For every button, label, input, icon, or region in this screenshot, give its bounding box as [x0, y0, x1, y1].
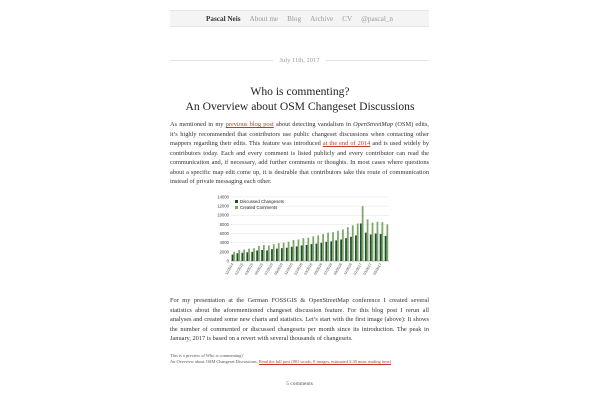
x-tick-label: 01/2017 — [352, 262, 363, 276]
bar-discussed-changesets — [340, 240, 342, 261]
previous-blog-post-link[interactable]: previous blog post — [225, 121, 274, 128]
bar-discussed-changesets — [246, 252, 248, 261]
legend-label-created: Created Comments — [240, 205, 278, 210]
bar-created-comments — [317, 235, 319, 261]
bar-created-comments — [273, 244, 275, 261]
bar-discussed-changesets — [237, 253, 239, 261]
intro-text-3: (OSM) edits, it’s highly recommended that contributors use public changeset discussions when contacting other mappers regarding their edits. This feature was introduced — [170, 121, 430, 147]
x-tick-label: 03/2015 — [244, 262, 255, 276]
bar-created-comments — [312, 236, 314, 261]
bar-discussed-changesets — [350, 237, 352, 261]
y-tick-label: 14000 — [217, 194, 229, 200]
bar-created-comments — [332, 232, 334, 261]
bar-created-comments — [238, 250, 240, 261]
bar-discussed-changesets — [271, 249, 273, 261]
y-tick-label: 8000 — [219, 221, 229, 227]
bar-created-comments — [377, 222, 379, 261]
bar-created-comments — [258, 246, 260, 261]
x-tick-label: 09/2015 — [273, 262, 284, 276]
bar-created-comments — [288, 242, 290, 261]
bar-discussed-changesets — [375, 234, 377, 261]
bar-discussed-changesets — [291, 247, 293, 261]
bar-created-comments — [347, 227, 349, 261]
legend-label-discussed: Discussed Changesets — [240, 199, 284, 204]
bar-discussed-changesets — [325, 242, 327, 261]
bar-discussed-changesets — [380, 234, 382, 261]
bar-discussed-changesets — [261, 250, 263, 261]
legend-swatch-discussed — [235, 200, 238, 203]
bar-discussed-changesets — [345, 238, 347, 261]
bar-created-comments — [386, 224, 388, 261]
bar-created-comments — [263, 245, 265, 261]
bar-created-comments — [248, 249, 250, 261]
x-tick-label: 09/2016 — [332, 262, 343, 276]
y-tick-label: 10000 — [217, 212, 229, 218]
top-nav — [170, 10, 429, 27]
x-tick-label: 05/2016 — [313, 262, 324, 276]
nav-item-blog[interactable]: Blog — [287, 14, 302, 23]
bar-discussed-changesets — [330, 241, 332, 261]
bar-created-comments — [253, 248, 255, 261]
bar-discussed-changesets — [335, 240, 337, 261]
bar-created-comments — [372, 223, 374, 261]
preview-note — [170, 353, 470, 365]
post-title-line-1: Who is commenting? — [250, 85, 350, 98]
bar-created-comments — [381, 222, 383, 261]
x-tick-label: 07/2015 — [263, 262, 274, 276]
nav-brand[interactable]: Pascal Neis — [206, 14, 241, 23]
y-tick-label: 2000 — [219, 249, 229, 255]
intro-text-4: and is used widely by contributors today. Each and every comment is listed publicly and every contributor can read the communication and, if necessary, add further comments or thoughts. In most cases where questions about a specific map edit come up, it is desirable that contributors take this route of communication instead of private messaging each other. — [170, 140, 429, 185]
osm-italic: OpenStreetMap — [353, 121, 394, 128]
x-tick-label: 03/2016 — [303, 262, 314, 276]
x-tick-label: 05/2017 — [372, 262, 383, 276]
preview-line-1: This is a preview of Who is commenting? — [170, 353, 244, 358]
bar-created-comments — [322, 234, 324, 261]
bar-discussed-changesets — [256, 250, 258, 261]
bar-discussed-changesets — [276, 249, 278, 261]
bar-created-comments — [298, 240, 300, 261]
y-tick-label: 6000 — [219, 230, 229, 236]
x-tick-label: 01/2015 — [234, 262, 245, 276]
bar-discussed-changesets — [286, 248, 288, 261]
divider-left — [170, 60, 273, 61]
post-title-line-2: An Overview about OSM Changeset Discussions — [185, 100, 415, 113]
bar-discussed-changesets — [301, 245, 303, 261]
body-paragraph: For my presentation at the German FOSSGIS & OpenStreetMap conference I created several statistics about the aforementioned changeset discussion feature. For this blog post I rerun all analyses and created some new charts and statistics. Let’s start with the first image (above): It shows the number of commented or discussed changesets per month since its introduction. The peak in January, 2017 is based on a revert with several thousands of changesets. — [170, 297, 429, 342]
preview-line-2: An Overview about OSM Changeset Discussions. — [170, 359, 258, 364]
bar-discussed-changesets — [266, 250, 268, 261]
bar-discussed-changesets — [370, 234, 372, 261]
bar-created-comments — [293, 240, 295, 261]
end-of-2014-link[interactable]: at the end of 2014 — [322, 140, 371, 147]
bar-discussed-changesets — [232, 255, 234, 261]
bar-discussed-changesets — [360, 224, 362, 261]
bar-discussed-changesets — [355, 235, 357, 261]
nav-item-about[interactable]: About me — [249, 14, 279, 23]
bar-created-comments — [268, 245, 270, 261]
bar-discussed-changesets — [296, 246, 298, 261]
divider-right — [326, 60, 429, 61]
x-tick-label: 03/2017 — [362, 262, 373, 276]
bar-created-comments — [337, 231, 339, 261]
post-date: July 11th, 2017 — [279, 56, 320, 64]
intro-paragraph — [170, 120, 429, 187]
bar-created-comments — [342, 229, 344, 261]
comments-link[interactable]: 5 comments — [286, 381, 313, 387]
y-tick-label: 0 — [226, 258, 229, 264]
bar-discussed-changesets — [320, 243, 322, 261]
bar-created-comments — [357, 224, 359, 261]
x-tick-label: 11/2016 — [343, 262, 353, 276]
intro-text-2: about detecting vandalism in — [273, 121, 354, 128]
nav-item-twitter[interactable]: @pascal_n — [361, 14, 393, 23]
bar-discussed-changesets — [281, 248, 283, 261]
bar-discussed-changesets — [306, 245, 308, 261]
read-full-post-link[interactable]: Read the full post (881 words, 8 images, estimated 3:30 mins reading time) — [258, 359, 392, 364]
x-tick-label: 11/2015 — [283, 262, 294, 276]
x-tick-label: 05/2015 — [253, 262, 264, 276]
bar-created-comments — [243, 250, 245, 261]
nav-item-cv[interactable]: CV — [342, 14, 353, 23]
bar-discussed-changesets — [241, 253, 243, 261]
bar-created-comments — [352, 225, 354, 261]
bar-discussed-changesets — [365, 233, 367, 261]
post-date-row — [170, 56, 429, 64]
y-tick-label: 4000 — [219, 240, 229, 246]
y-tick-label: 12000 — [217, 203, 229, 209]
bar-created-comments — [302, 238, 304, 261]
post-title — [150, 84, 450, 114]
bar-created-comments — [362, 206, 364, 261]
bar-created-comments — [367, 219, 369, 261]
legend-swatch-created — [235, 206, 238, 209]
intro-text-1: As mentioned in my — [170, 121, 226, 128]
bar-discussed-changesets — [316, 244, 318, 261]
bar-created-comments — [327, 233, 329, 261]
x-tick-label: 11/2014 — [224, 262, 235, 276]
bar-created-comments — [283, 243, 285, 261]
bar-discussed-changesets — [311, 244, 313, 261]
x-tick-label: 07/2016 — [323, 262, 334, 276]
changeset-chart — [203, 193, 393, 289]
bar-created-comments — [233, 252, 235, 261]
x-tick-label: 01/2016 — [293, 262, 304, 276]
bar-created-comments — [307, 238, 309, 261]
bar-discussed-changesets — [251, 252, 253, 261]
bar-discussed-changesets — [385, 236, 387, 261]
bar-created-comments — [278, 243, 280, 261]
nav-item-archive[interactable]: Archive — [310, 14, 334, 23]
